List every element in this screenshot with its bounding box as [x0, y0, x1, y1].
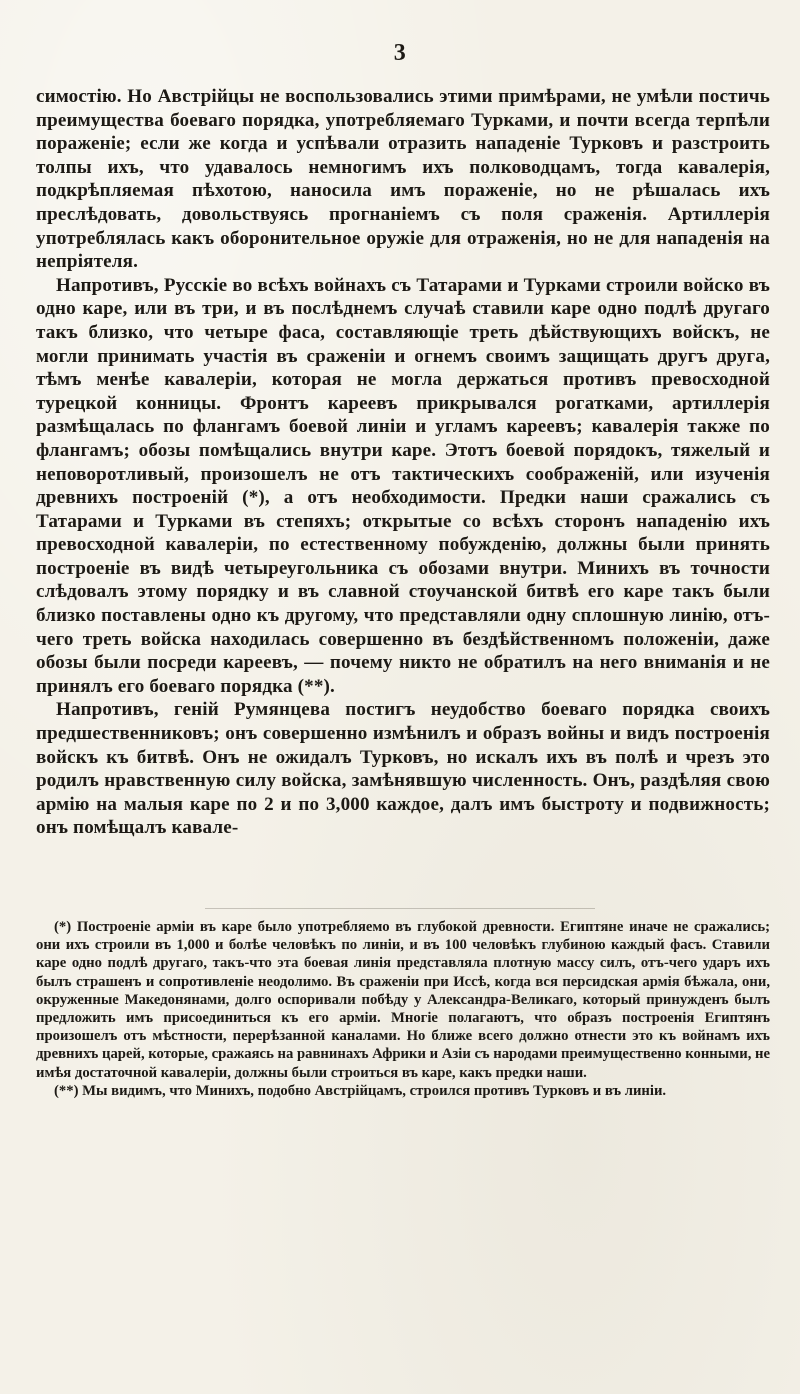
footnotes: [36, 918, 770, 1100]
footnote-1: (*) Построеніе арміи въ каре было употребляемо въ глубокой древности. Египтяне иначе не сражались; они ихъ строили въ 1,000 и болѣе человѣкъ по линіи, и въ 100 человѣкъ глубиною каждый фасъ. Ставили каре одно подлѣ другаго, такъ-что эта боевая линія представляла плотную массу силъ, отъ-чего ударъ ихъ былъ страшенъ и сопротивленіе неодолимо. Въ сраженіи при Иссѣ, когда вся персидская армія бѣжала, они, окруженные Македонянами, долго оспоривали побѣду у Александра-Великаго, который принужденъ былъ предложить имъ присоединиться къ его арміи. Многіе полагаютъ, что образъ построенія Египтянъ произошелъ отъ мѣстности, перерѣзанной каналами. Но ближе всего должно отнести это къ войнамъ ихъ древнихъ царей, которые, сражаясь на равнинахъ Африки и Азіи съ народами преимущественно конными, не имѣя достаточной кавалеріи, должны были строиться въ каре, какъ предки наши.: [36, 919, 771, 1081]
footnote-rule: [205, 908, 595, 909]
paragraph-3: Напротивъ, геній Румянцева постигъ неудобство боеваго порядка своихъ предшественниковъ; онъ совершенно измѣнилъ и образъ войны и видъ построенія войскъ къ битвѣ. Онъ не ожидалъ Турковъ, но искалъ ихъ въ полѣ и чрезъ это родилъ нравственную силу войска, замѣнявшую численность. Онъ, раздѣляя свою армію на малыя каре по 2 и по 3,000 каждое, далъ имъ быстроту и подвижность; онъ помѣщалъ кавале-: [36, 699, 770, 839]
page-number: 3: [393, 40, 407, 66]
main-text: [36, 85, 770, 840]
paragraph-1: симостію. Но Австрійцы не воспользовались этими примѣрами, не умѣли постичь преимущества боеваго порядка, употребляемаго Турками, и почти всегда терпѣли пораженіе; если же когда и успѣвали отразить нападеніе Турковъ и разстроить толпы ихъ, что удавалось немногимъ ихъ полководцамъ, тогда кавалерія, подкрѣпляемая пѣхотою, наносила имъ пораженіе, но не рѣшалась ихъ преслѣдовать, довольствуясь прогнаніемъ съ поля сраженія. Артиллерія употреблялась какъ оборонительное оружіе для отраженія, но не для нападенія на непріятеля.: [36, 86, 770, 273]
footnote-2: (**) Мы видимъ, что Минихъ, подобно Австрійцамъ, строился противъ Турковъ и въ линіи.: [54, 1082, 667, 1099]
paragraph-2: Напротивъ, Русскіе во всѣхъ войнахъ съ Татарами и Турками строили войско въ одно каре, или въ три, и въ послѣднемъ случаѣ ставили каре одно подлѣ другаго такъ близко, что четыре фаса, составляющіе треть дѣйствующихъ войскъ, не могли принимать участія въ сраженіи и огнемъ своимъ защищать другъ друга, тѣмъ менѣе кавалеріи, которая не могла держаться противъ превосходной турецкой конницы. Фронтъ кареевъ прикрывался рогатками, артиллерія размѣщалась по флангамъ боевой линіи и угламъ кареевъ; кавалерія также по флангамъ; обозы помѣщались внутри каре. Этотъ боевой порядокъ, тяжелый и неповоротливый, произошелъ не отъ тактическихъ соображеній, или изученія древнихъ построеній (*), а отъ необходимости. Предки наши сражались съ Татарами и Турками въ степяхъ; открытые со всѣхъ сторонъ нападенію ихъ превосходной кавалеріи, по естественному побужденію, должны были принять построеніе въ видѣ четыреугольника съ обозами внутри. Минихъ въ точности слѣдовалъ этому порядку и въ славной стоучанской битвѣ его каре такъ были близко поставлены одно къ другому, что представляли одну сплошную линію, отъ-чего треть войска находилась совершенно въ бездѣйственномъ положеніи, даже обозы были посреди кареевъ, — почему никто не обратилъ на него вниманія и не принялъ его боеваго порядка (**).: [36, 274, 770, 697]
